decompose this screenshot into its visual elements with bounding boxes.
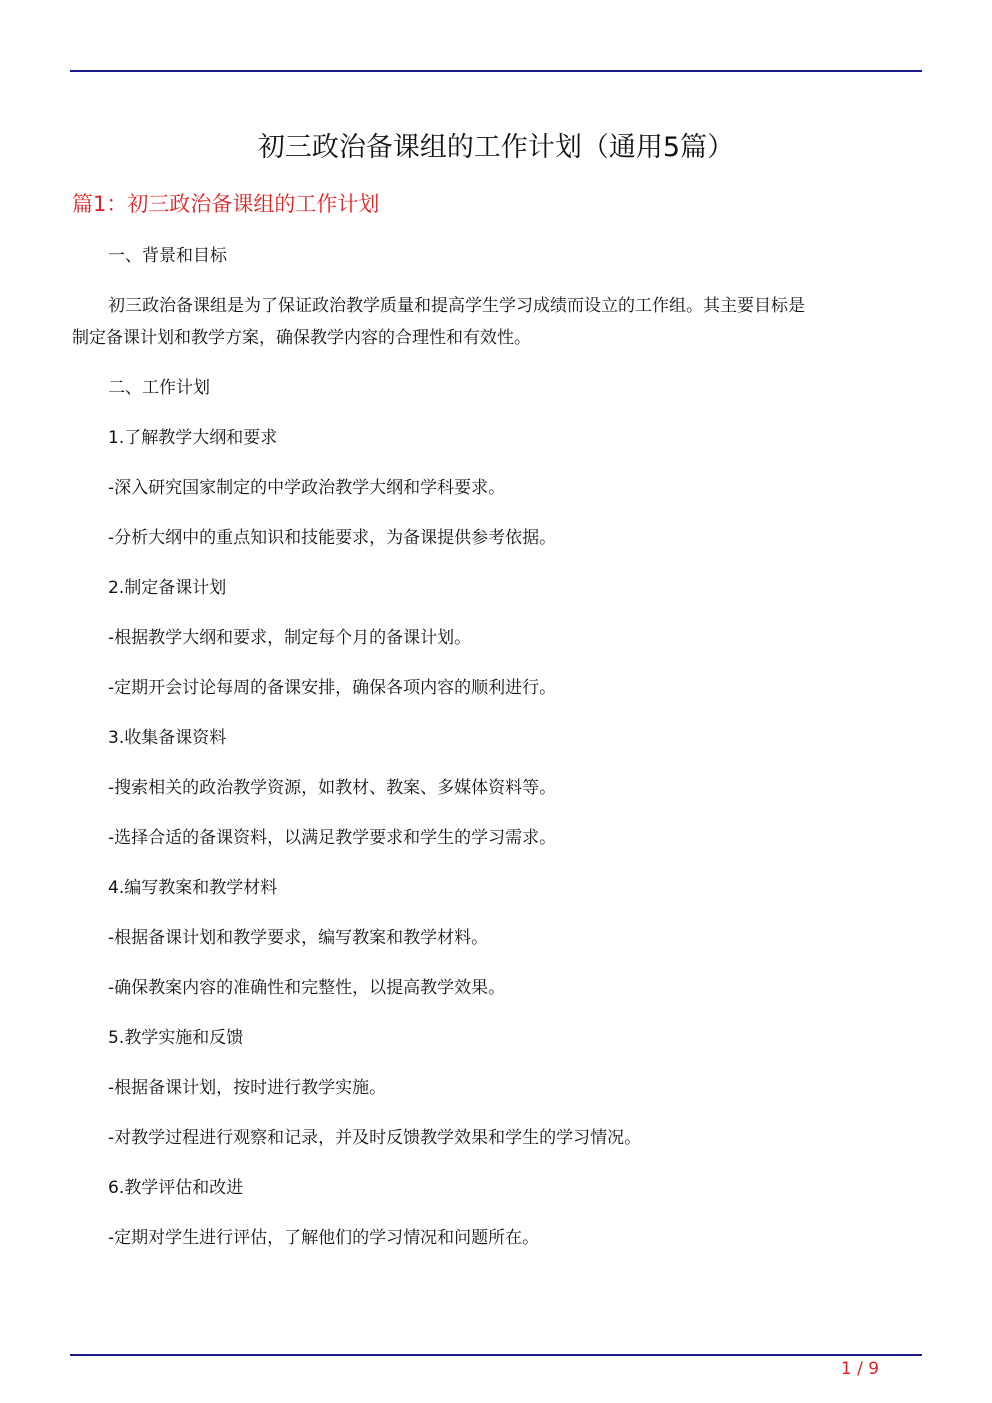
list-item: 2.制定备课计划 <box>108 578 227 598</box>
paragraph: 二、工作计划 <box>108 378 210 398</box>
footer-rule <box>70 1354 922 1356</box>
list-item: 6.教学评估和改进 <box>108 1178 244 1198</box>
list-item: -搜索相关的政治教学资源，如教材、教案、多媒体资料等。 <box>108 778 557 798</box>
section-title: 篇1：初三政治备课组的工作计划 <box>72 192 380 216</box>
document-title: 初三政治备课组的工作计划（通用5篇） <box>257 132 735 163</box>
list-item: 4.编写教案和教学材料 <box>108 878 278 898</box>
paragraph: 初三政治备课组是为了保证政治教学质量和提高学生学习成绩而设立的工作组。其主要目标是制定备课计划和教学方案，确保教学内容的合理性和有效性。 <box>72 296 805 348</box>
page-number: 1 / 9 <box>840 1359 880 1379</box>
list-item: -根据教学大纲和要求，制定每个月的备课计划。 <box>108 628 472 648</box>
list-item: -对教学过程进行观察和记录，并及时反馈教学效果和学生的学习情况。 <box>108 1128 642 1148</box>
list-item: -定期开会讨论每周的备课安排，确保各项内容的顺利进行。 <box>108 678 557 698</box>
list-item: -深入研究国家制定的中学政治教学大纲和学科要求。 <box>108 478 506 498</box>
list-item: 3.收集备课资料 <box>108 728 227 748</box>
list-item: -根据备课计划，按时进行教学实施。 <box>108 1078 387 1098</box>
list-item: -定期对学生进行评估，了解他们的学习情况和问题所在。 <box>108 1228 540 1248</box>
document-body <box>72 240 812 1272</box>
list-item: 5.教学实施和反馈 <box>108 1028 244 1048</box>
list-item: 1.了解教学大纲和要求 <box>108 428 278 448</box>
list-item: -根据备课计划和教学要求，编写教案和教学材料。 <box>108 928 489 948</box>
list-item: -确保教案内容的准确性和完整性，以提高教学效果。 <box>108 978 506 998</box>
list-item: -分析大纲中的重点知识和技能要求，为备课提供参考依据。 <box>108 528 557 548</box>
paragraph: 一、背景和目标 <box>108 246 227 266</box>
list-item: -选择合适的备课资料，以满足教学要求和学生的学习需求。 <box>108 828 557 848</box>
header-rule <box>70 70 922 72</box>
